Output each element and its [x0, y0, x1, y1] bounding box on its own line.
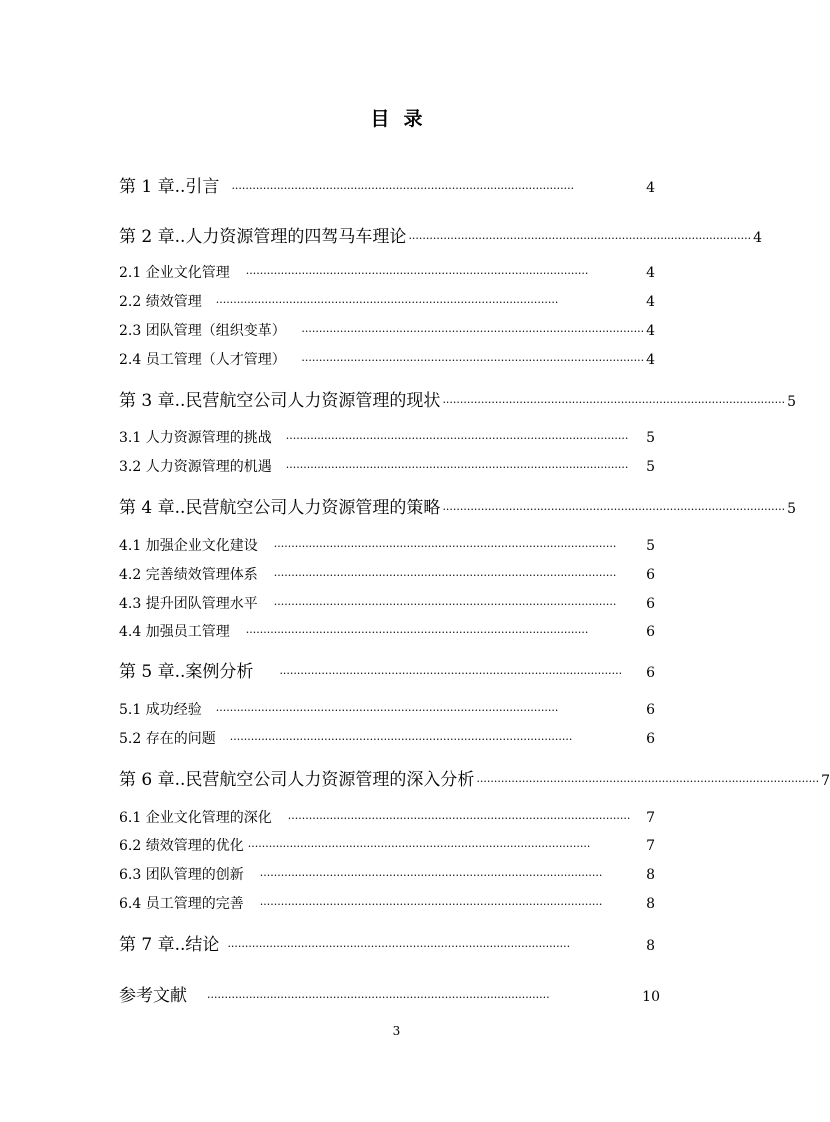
- leader-dots: ··································································································: [273, 569, 617, 582]
- toc-entry-page: 5: [787, 394, 797, 410]
- toc-entry-page: 6: [646, 702, 655, 718]
- leader-dots: ··································································································: [231, 182, 575, 195]
- toc-entry-page: 6: [646, 731, 655, 747]
- leader-dots: ··································································································: [442, 396, 786, 409]
- toc-entry-page: 7: [821, 773, 830, 789]
- toc-entry-label: 6.2 绩效管理的优化: [119, 838, 244, 854]
- leader-dots: ··································································································: [301, 354, 645, 367]
- leader-dots: ··································································································: [476, 775, 820, 788]
- toc-entry-page: 10: [642, 989, 660, 1005]
- toc-entry-label: 第 2 章..人力资源管理的四驾马车理论: [119, 227, 407, 247]
- leader-dots: ··································································································: [301, 325, 645, 338]
- toc-entry-label: 3.1 人力资源管理的挑战: [119, 430, 272, 446]
- toc-entry-page: 6: [646, 567, 655, 583]
- toc-entry[interactable]: [119, 765, 830, 790]
- toc-entry-page: 4: [646, 323, 655, 339]
- leader-dots: ··································································································: [247, 840, 591, 853]
- leader-dots: ··································································································: [287, 812, 631, 825]
- toc-entry[interactable]: [119, 349, 655, 369]
- toc-entry-page: 6: [646, 624, 655, 640]
- toc-entry[interactable]: [119, 593, 655, 613]
- toc-entry-page: 5: [787, 501, 797, 517]
- leader-dots: ··································································································: [259, 898, 603, 911]
- leader-dots: ··································································································: [273, 540, 617, 553]
- toc-entry-page: 5: [646, 538, 655, 554]
- toc-entry[interactable]: [119, 864, 655, 884]
- toc-entry[interactable]: [119, 621, 655, 641]
- toc-entry[interactable]: [119, 291, 655, 311]
- toc-entry[interactable]: [119, 386, 797, 411]
- toc-entry[interactable]: [119, 427, 655, 447]
- leader-dots: ··································································································: [259, 869, 603, 882]
- toc-entry[interactable]: [119, 893, 655, 913]
- toc-entry-label: 第 1 章..引言: [119, 177, 220, 197]
- toc-entry-label: 2.4 员工管理（人才管理）: [119, 352, 286, 368]
- leader-dots: ··································································································: [207, 991, 550, 1004]
- toc-entry[interactable]: [119, 222, 763, 247]
- leader-dots: ··································································································: [442, 503, 786, 516]
- toc-entry-page: 4: [646, 265, 655, 281]
- leader-dots: ··································································································: [285, 432, 629, 445]
- toc-entry-page: 4: [753, 230, 763, 246]
- toc-entry-label: 2.1 企业文化管理: [119, 265, 230, 281]
- toc-entry[interactable]: [119, 172, 655, 197]
- toc-entry-page: 7: [646, 838, 655, 854]
- toc-entry-label: 5.2 存在的问题: [119, 731, 216, 747]
- toc-entry-label: 2.2 绩效管理: [119, 294, 202, 310]
- toc-entry[interactable]: [119, 564, 655, 584]
- toc-entry-label: 6.4 员工管理的完善: [119, 896, 244, 912]
- toc-entry-page: 4: [646, 180, 655, 196]
- toc-entry-label: 4.4 加强员工管理: [119, 624, 230, 640]
- toc-entry-label: 6.1 企业文化管理的深化: [119, 810, 272, 826]
- leader-dots: ··································································································: [215, 704, 559, 717]
- leader-dots: ··································································································: [227, 940, 571, 953]
- toc-entry-label: 第 6 章..民营航空公司人力资源管理的深入分析: [119, 770, 475, 790]
- toc-entry[interactable]: [119, 456, 655, 476]
- toc-entry-label: 3.2 人力资源管理的机遇: [119, 459, 272, 475]
- toc-entry-label: 6.3 团队管理的创新: [119, 867, 244, 883]
- toc-entry-label: 4.2 完善绩效管理体系: [119, 567, 258, 583]
- toc-entry-page: 7: [646, 810, 655, 826]
- leader-dots: ··································································································: [215, 296, 559, 309]
- leader-dots: ··································································································: [279, 667, 623, 680]
- toc-entry[interactable]: [119, 807, 655, 827]
- toc-entry-page: 6: [646, 665, 655, 681]
- leader-dots: ··································································································: [408, 232, 752, 245]
- leader-dots: ··································································································: [273, 598, 617, 611]
- toc-entry[interactable]: [119, 320, 655, 340]
- toc-entry-label: 4.3 提升团队管理水平: [119, 596, 258, 612]
- page-number: 3: [392, 1024, 401, 1038]
- leader-dots: ··································································································: [245, 267, 589, 280]
- toc-entry[interactable]: [119, 262, 655, 282]
- toc-entry[interactable]: [119, 493, 797, 518]
- toc-entry-label: 4.1 加强企业文化建设: [119, 538, 258, 554]
- toc-entry[interactable]: [119, 930, 655, 955]
- toc-entry[interactable]: [119, 835, 655, 855]
- toc-entry-page: 4: [646, 294, 655, 310]
- toc-entry-page: 4: [646, 352, 655, 368]
- toc-entry-page: 8: [646, 938, 655, 954]
- toc-entry[interactable]: [119, 535, 655, 555]
- toc-entry[interactable]: [119, 728, 655, 748]
- toc-entry-label: 第 3 章..民营航空公司人力资源管理的现状: [119, 391, 441, 411]
- toc-title: 目录: [370, 108, 437, 130]
- toc-entry-page: 8: [646, 896, 655, 912]
- toc-entry-label: 第 7 章..结论: [119, 935, 220, 955]
- toc-entry-label: 2.3 团队管理（组织变革）: [119, 323, 286, 339]
- toc-entry-label: 第 5 章..案例分析: [119, 662, 254, 682]
- leader-dots: ··································································································: [229, 733, 573, 746]
- toc-entry-page: 5: [646, 459, 655, 475]
- toc-entry-label: 第 4 章..民营航空公司人力资源管理的策略: [119, 498, 441, 518]
- toc-entry-page: 5: [646, 430, 655, 446]
- leader-dots: ··································································································: [285, 461, 629, 474]
- toc-entry[interactable]: [119, 699, 655, 719]
- toc-entry-label: 参考文献: [119, 986, 187, 1006]
- toc-entry-page: 6: [646, 596, 655, 612]
- toc-entry-label: 5.1 成功经验: [119, 702, 202, 718]
- toc-entry[interactable]: [119, 657, 655, 682]
- toc-entry-page: 8: [646, 867, 655, 883]
- toc-entry[interactable]: [119, 981, 660, 1006]
- leader-dots: ··································································································: [245, 626, 589, 639]
